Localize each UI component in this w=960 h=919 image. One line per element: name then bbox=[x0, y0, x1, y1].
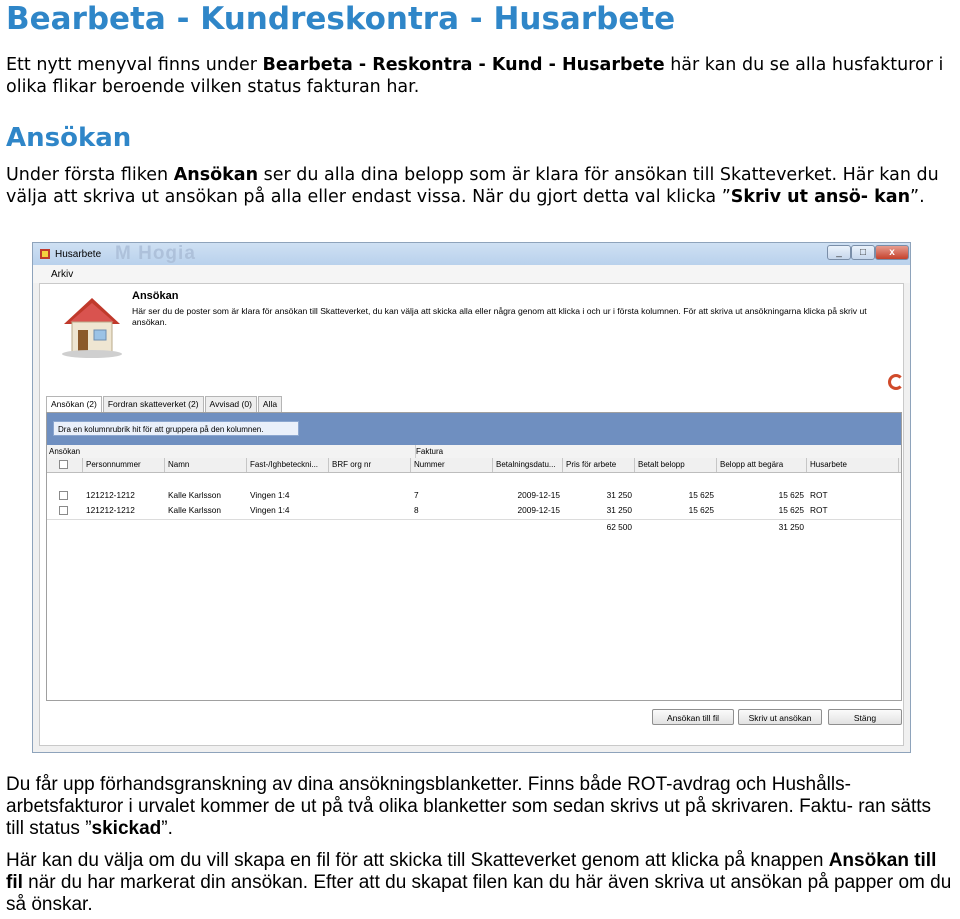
close-window-button[interactable]: x bbox=[875, 245, 909, 260]
refresh-icon[interactable] bbox=[888, 374, 904, 390]
col-betalt[interactable]: Betalt belopp bbox=[635, 458, 717, 472]
section-text: Under första fliken Ansökan ser du alla dina belopp som är klara för ansökan till Skatteverket. Här kan du välja att skriva ut ansökan på alla eller endast vissa. När du gjort detta val klicka ”Skriv ut ansö- kan”. bbox=[6, 165, 939, 207]
section-title: Ansökan bbox=[6, 123, 132, 153]
col-brf[interactable]: BRF org nr bbox=[329, 458, 411, 472]
cell-nummer: 7 bbox=[414, 490, 419, 500]
cell-personnummer: 121212-1212 bbox=[86, 490, 135, 500]
cell-namn: Kalle Karlsson bbox=[168, 490, 222, 500]
app-content bbox=[39, 283, 904, 746]
skriv-ut-ansokan-button[interactable]: Skriv ut ansökan bbox=[738, 709, 822, 725]
table-row[interactable] bbox=[47, 503, 901, 518]
page-title: Bearbeta - Kundreskontra - Husarbete bbox=[6, 1, 676, 37]
window-title: Husarbete bbox=[55, 249, 102, 260]
cell-betalt: 15 625 bbox=[688, 490, 714, 500]
band-faktura: Faktura bbox=[416, 447, 444, 456]
cell-belopp: 15 625 bbox=[778, 505, 804, 515]
tab-ansokan[interactable]: Ansökan (2) bbox=[46, 396, 102, 412]
row-checkbox[interactable] bbox=[59, 491, 68, 500]
col-personnummer[interactable]: Personnummer bbox=[83, 458, 165, 472]
cell-personnummer: 121212-1212 bbox=[86, 505, 135, 515]
cell-pris: 31 250 bbox=[606, 490, 632, 500]
minimize-button[interactable]: _ bbox=[827, 245, 851, 260]
cell-husarbete: ROT bbox=[810, 490, 828, 500]
app-icon bbox=[39, 248, 51, 260]
cell-betalningsdatum: 2009-12-15 bbox=[517, 505, 560, 515]
file-paragraph: Här kan du välja om du vill skapa en fil för att skicka till Skatteverket genom att klicka på knappen Ansökan till fil när du har markerat din ansökan. Efter att du skapat filen kan du här även skriva ut ansökan på papper om du så önskar. bbox=[6, 850, 952, 915]
menu-bar bbox=[33, 265, 910, 283]
total-belopp: 31 250 bbox=[778, 522, 804, 532]
col-belopp[interactable]: Belopp att begära bbox=[717, 458, 807, 472]
col-namn[interactable]: Namn bbox=[165, 458, 247, 472]
tab-fordran[interactable]: Fordran skatteverket (2) bbox=[103, 396, 204, 412]
tab-strip bbox=[46, 396, 283, 412]
stang-button[interactable]: Stäng bbox=[828, 709, 902, 725]
tab-alla[interactable]: Alla bbox=[258, 396, 282, 412]
maximize-button[interactable]: □ bbox=[851, 245, 875, 260]
cell-namn: Kalle Karlsson bbox=[168, 505, 222, 515]
select-all-checkbox[interactable] bbox=[59, 460, 68, 469]
menu-arkiv[interactable]: Arkiv bbox=[51, 269, 74, 280]
column-header bbox=[47, 458, 901, 473]
info-description: Här ser du de poster som är klara för ansökan till Skatteverket, du kan välja att skicka alla eller några genom att klicka i och ur i första kolumnen. För att skriva ut ansökningarna klicka på skriv ut ansökan. bbox=[132, 306, 867, 327]
band-header bbox=[47, 445, 901, 459]
data-grid bbox=[46, 412, 902, 701]
info-title: Ansökan bbox=[132, 290, 179, 302]
cell-fastighet: Vingen 1:4 bbox=[250, 490, 290, 500]
col-betalningsdatum[interactable]: Betalningsdatu... bbox=[493, 458, 563, 472]
intro-text: Ett nytt menyval finns under Bearbeta - Reskontra - Kund - Husarbete här kan du se alla husfakturor i olika flikar beroende vilken status fakturan har. bbox=[6, 55, 944, 97]
band-ansokan: Ansökan bbox=[47, 445, 416, 458]
col-nummer[interactable]: Nummer bbox=[411, 458, 493, 472]
col-husarbete[interactable]: Husarbete bbox=[807, 458, 899, 472]
cell-husarbete: ROT bbox=[810, 505, 828, 515]
summary-row bbox=[47, 520, 901, 535]
cell-betalningsdatum: 2009-12-15 bbox=[517, 490, 560, 500]
col-fastighet[interactable]: Fast-/Ighbeteckni... bbox=[247, 458, 329, 472]
ansokan-till-fil-button[interactable]: Ansökan till fil bbox=[652, 709, 734, 725]
total-pris: 62 500 bbox=[606, 522, 632, 532]
cell-belopp: 15 625 bbox=[778, 490, 804, 500]
cell-betalt: 15 625 bbox=[688, 505, 714, 515]
cell-fastighet: Vingen 1:4 bbox=[250, 505, 290, 515]
select-all-header[interactable] bbox=[47, 458, 83, 472]
app-window bbox=[32, 242, 911, 753]
col-pris[interactable]: Pris för arbete bbox=[563, 458, 635, 472]
hogia-logo: M Hogia bbox=[115, 243, 196, 264]
row-checkbox[interactable] bbox=[59, 506, 68, 515]
tab-avvisad[interactable]: Avvisad (0) bbox=[205, 396, 257, 412]
table-row[interactable] bbox=[47, 488, 901, 503]
preview-paragraph: Du får upp förhandsgranskning av dina ansökningsblanketter. Finns både ROT-avdrag och Hushålls- arbetsfakturor i urvalet kommer de ut på två olika blanketter som sedan skrivs ut på skrivaren. Faktu- ran sätts till status ”skickad”. bbox=[6, 774, 932, 839]
house-icon bbox=[56, 290, 128, 362]
group-hint[interactable]: Dra en kolumnrubrik hit för att gruppera på den kolumnen. bbox=[53, 421, 299, 436]
cell-nummer: 8 bbox=[414, 505, 419, 515]
title-bar bbox=[33, 243, 910, 265]
cell-pris: 31 250 bbox=[606, 505, 632, 515]
group-panel bbox=[47, 413, 901, 445]
status-bar bbox=[33, 746, 910, 752]
